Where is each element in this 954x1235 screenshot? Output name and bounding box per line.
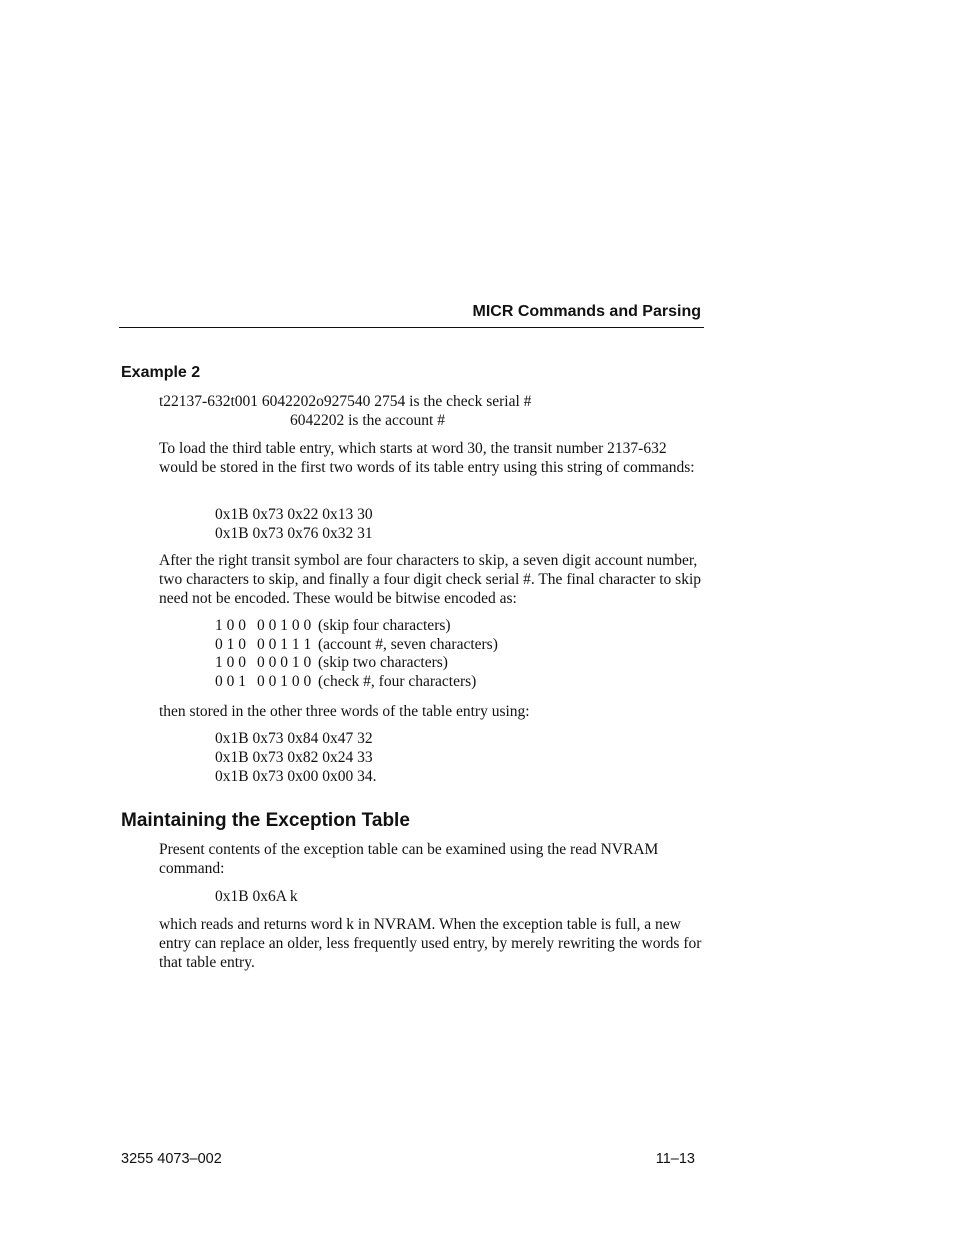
read-nvram-paragraph: Present contents of the exception table can be examined using the read NVRAM command: (159, 841, 659, 877)
bits-group-a: 1 0 0 (215, 617, 246, 634)
bits-description: (skip four characters) (318, 617, 451, 634)
bits-group-a: 0 0 1 (215, 673, 246, 691)
bits-group-a: 0 1 0 (215, 635, 246, 653)
section-heading: Maintaining the Exception Table (121, 810, 410, 831)
running-header-title: MICR Commands and Parsing (472, 303, 701, 320)
exception-table-paragraph: which reads and returns word k in NVRAM. When the exception table is full, a new entry can replace an older, less frequently used entry, by merely rewriting the words for that table entry. (159, 916, 702, 971)
bits-description: (skip two characters) (318, 654, 448, 672)
micr-line: t22137-632t001 6042202o927540 2754 is the check serial # (159, 393, 532, 410)
table-row (215, 654, 498, 673)
intro-paragraph: To load the third table entry, which starts at word 30, the transit number 2137-632 would be stored in the first two words of its table entry using this string of commands: (159, 440, 695, 476)
bits-group-b: 0 0 1 0 0 (257, 617, 312, 634)
table-row (215, 673, 498, 692)
bits-description: (account #, seven characters) (318, 635, 498, 653)
table-row (215, 636, 498, 655)
bits-group-b: 0 0 0 1 0 (257, 654, 312, 672)
footer-doc-number: 3255 4073–002 (121, 1151, 222, 1167)
bitwise-encoding-table (215, 617, 498, 692)
command-line: 0x1B 0x6A k (215, 888, 298, 905)
table-row (215, 617, 498, 636)
skip-paragraph: After the right transit symbol are four characters to skip, a seven digit account number, two characters to skip, and finally a four digit check serial #. The final character to skip need not be encoded. These would be bitwise encoded as: (159, 552, 702, 607)
transit-command-block (215, 505, 373, 543)
account-note: 6042202 is the account # (290, 412, 445, 429)
bits-group-b: 0 0 1 0 0 (257, 673, 312, 691)
bits-group-a: 1 0 0 (215, 654, 246, 672)
command-line: 0x1B 0x73 0x84 0x47 32 (215, 730, 373, 747)
stored-command-block (215, 729, 376, 786)
header-rule (119, 327, 704, 328)
read-nvram-command (215, 887, 298, 906)
command-line: 0x1B 0x73 0x76 0x32 31 (215, 525, 373, 542)
footer-page-number: 11–13 (655, 1151, 695, 1167)
command-line: 0x1B 0x73 0x22 0x13 30 (215, 506, 373, 523)
command-line: 0x1B 0x73 0x00 0x00 34. (215, 768, 377, 785)
command-line: 0x1B 0x73 0x82 0x24 33 (215, 749, 373, 766)
example-heading: Example 2 (121, 364, 201, 381)
stored-paragraph: then stored in the other three words of the table entry using: (159, 703, 530, 720)
bits-description: (check #, four characters) (318, 673, 477, 691)
bits-group-b: 0 0 1 1 1 (257, 635, 312, 653)
